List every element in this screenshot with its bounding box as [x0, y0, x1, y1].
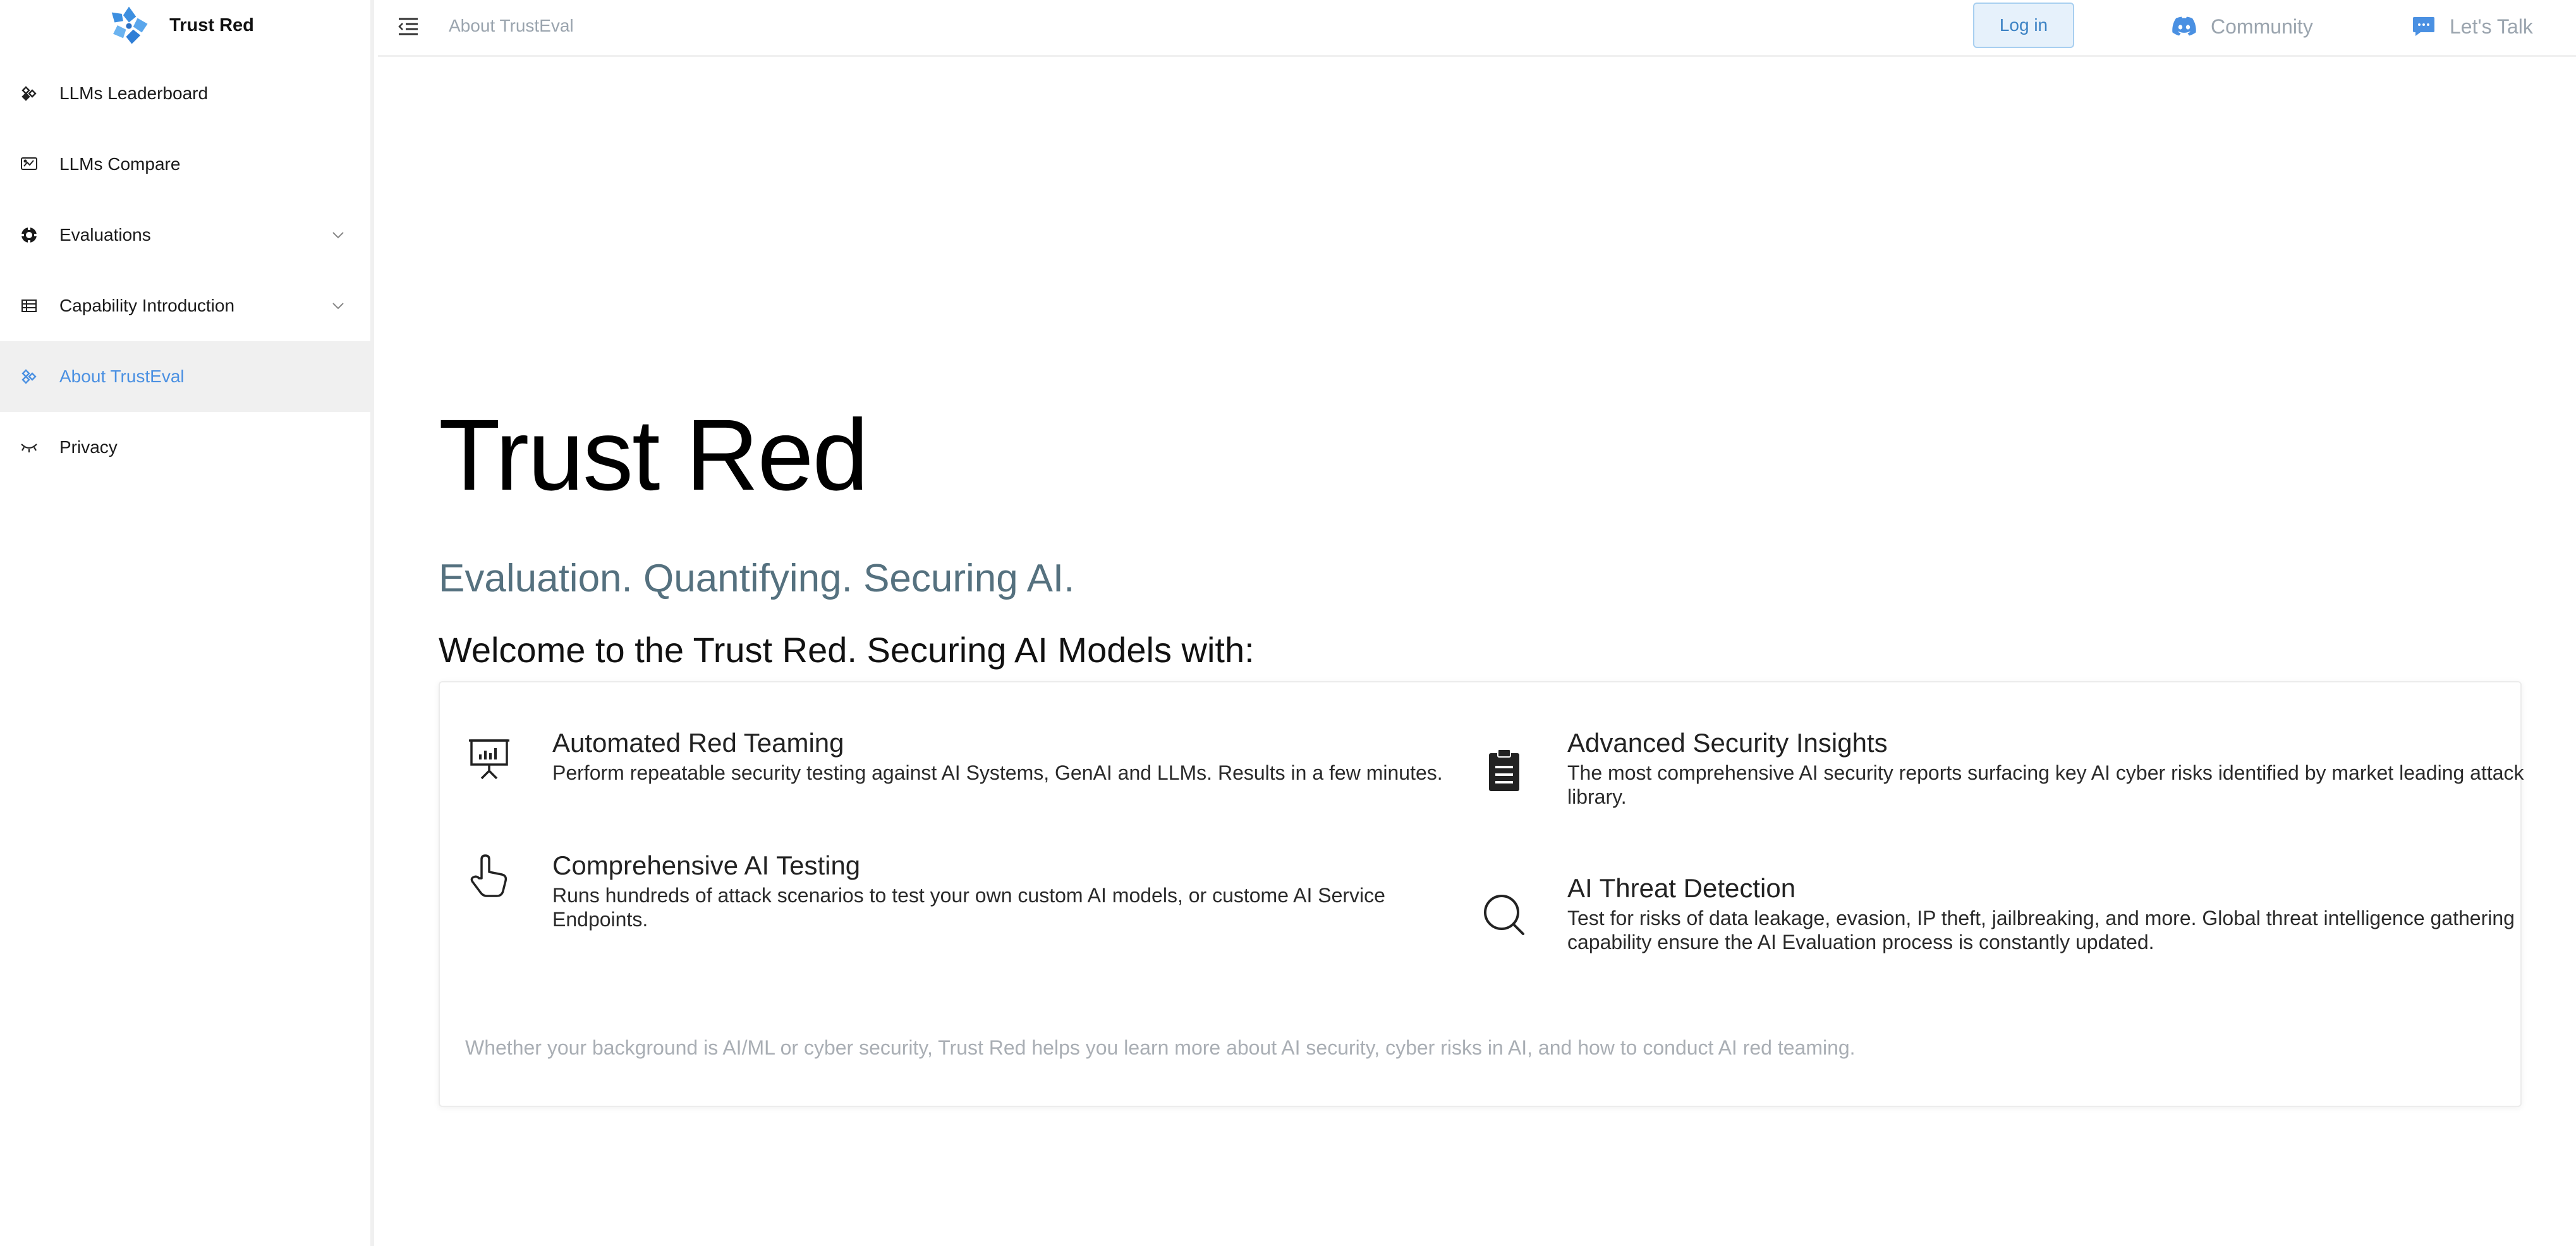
brand[interactable] — [0, 0, 374, 51]
card-footer-text: Whether your background is AI/ML or cyber security, Trust Red helps you learn more about AI security, cyber risks in AI, and how to conduct AI red teaming. — [465, 1036, 1856, 1059]
feature-description: The most comprehensive AI security reports surfacing key AI cyber risks identified by market leading attack library. — [1567, 761, 2524, 808]
chevron-down-icon[interactable] — [331, 229, 345, 241]
sidebar-item-label: Capability Introduction — [59, 296, 235, 315]
sidebar-item-label: Evaluations — [59, 225, 151, 245]
feature-title: Comprehensive AI Testing — [552, 850, 861, 880]
sidebar-item-llms-leaderboard[interactable] — [0, 58, 370, 129]
discord-icon — [2172, 16, 2197, 37]
community-label: Community — [2211, 15, 2313, 38]
sidebar-item-label: LLMs Compare — [59, 154, 181, 174]
sidebar-item-capability-introduction[interactable] — [0, 270, 370, 341]
top-bar — [378, 0, 2576, 57]
trust-red-logo-icon — [107, 4, 150, 47]
feature-description: Perform repeatable security testing against AI Systems, GenAI and LLMs. Results in a few minutes. — [552, 761, 1443, 784]
feature-title: Advanced Security Insights — [1567, 728, 1888, 758]
feature-title: AI Threat Detection — [1567, 873, 1796, 903]
sidebar-item-label: Privacy — [59, 437, 118, 457]
lets-talk-label: Let's Talk — [2450, 15, 2533, 38]
pointer-hand-icon — [466, 853, 512, 898]
sidebar-item-evaluations[interactable] — [0, 200, 370, 270]
brand-name: Trust Red — [169, 15, 254, 35]
page-title: Trust Red — [439, 398, 868, 511]
hero-subtitle: Evaluation. Quantifying. Securing AI. — [439, 557, 1075, 600]
menu-fold-icon[interactable] — [397, 15, 420, 38]
sidebar-item-privacy[interactable] — [0, 412, 370, 483]
chat-icon — [2412, 16, 2436, 37]
sidebar-item-label: LLMs Leaderboard — [59, 83, 209, 103]
search-icon — [1481, 892, 1527, 938]
compare-icon — [20, 155, 38, 173]
sidebar — [0, 0, 374, 1246]
sidebar-nav — [0, 58, 370, 483]
clipboard-icon — [1481, 747, 1527, 792]
presentation-chart-icon — [466, 735, 512, 781]
leaderboard-icon — [20, 85, 38, 102]
feature-description: Test for risks of data leakage, evasion, IP theft, jailbreaking, and more. Global threat intelligence gathering capability ensure the AI Evaluation process is constantly updated. — [1567, 907, 2515, 953]
welcome-heading: Welcome to the Trust Red. Securing AI Models with: — [439, 630, 1255, 670]
sidebar-item-llms-compare[interactable] — [0, 129, 370, 200]
features-card — [439, 681, 2522, 1107]
evaluations-icon — [20, 226, 38, 244]
chevron-down-icon[interactable] — [331, 299, 345, 312]
sidebar-item-label: About TrustEval — [59, 366, 185, 386]
login-button[interactable]: Log in — [1973, 3, 2074, 48]
about-icon — [20, 368, 38, 385]
lets-talk-link[interactable] — [2412, 13, 2533, 40]
sidebar-item-about-trusteval[interactable] — [0, 341, 370, 412]
feature-title: Automated Red Teaming — [552, 728, 844, 758]
community-link[interactable] — [2172, 13, 2313, 40]
feature-description: Runs hundreds of attack scenarios to test your own custom AI models, or custome AI Service Endpoints. — [552, 884, 1385, 931]
table-icon — [20, 297, 38, 315]
privacy-eye-icon — [20, 439, 38, 456]
breadcrumb[interactable]: About TrustEval — [449, 16, 574, 35]
